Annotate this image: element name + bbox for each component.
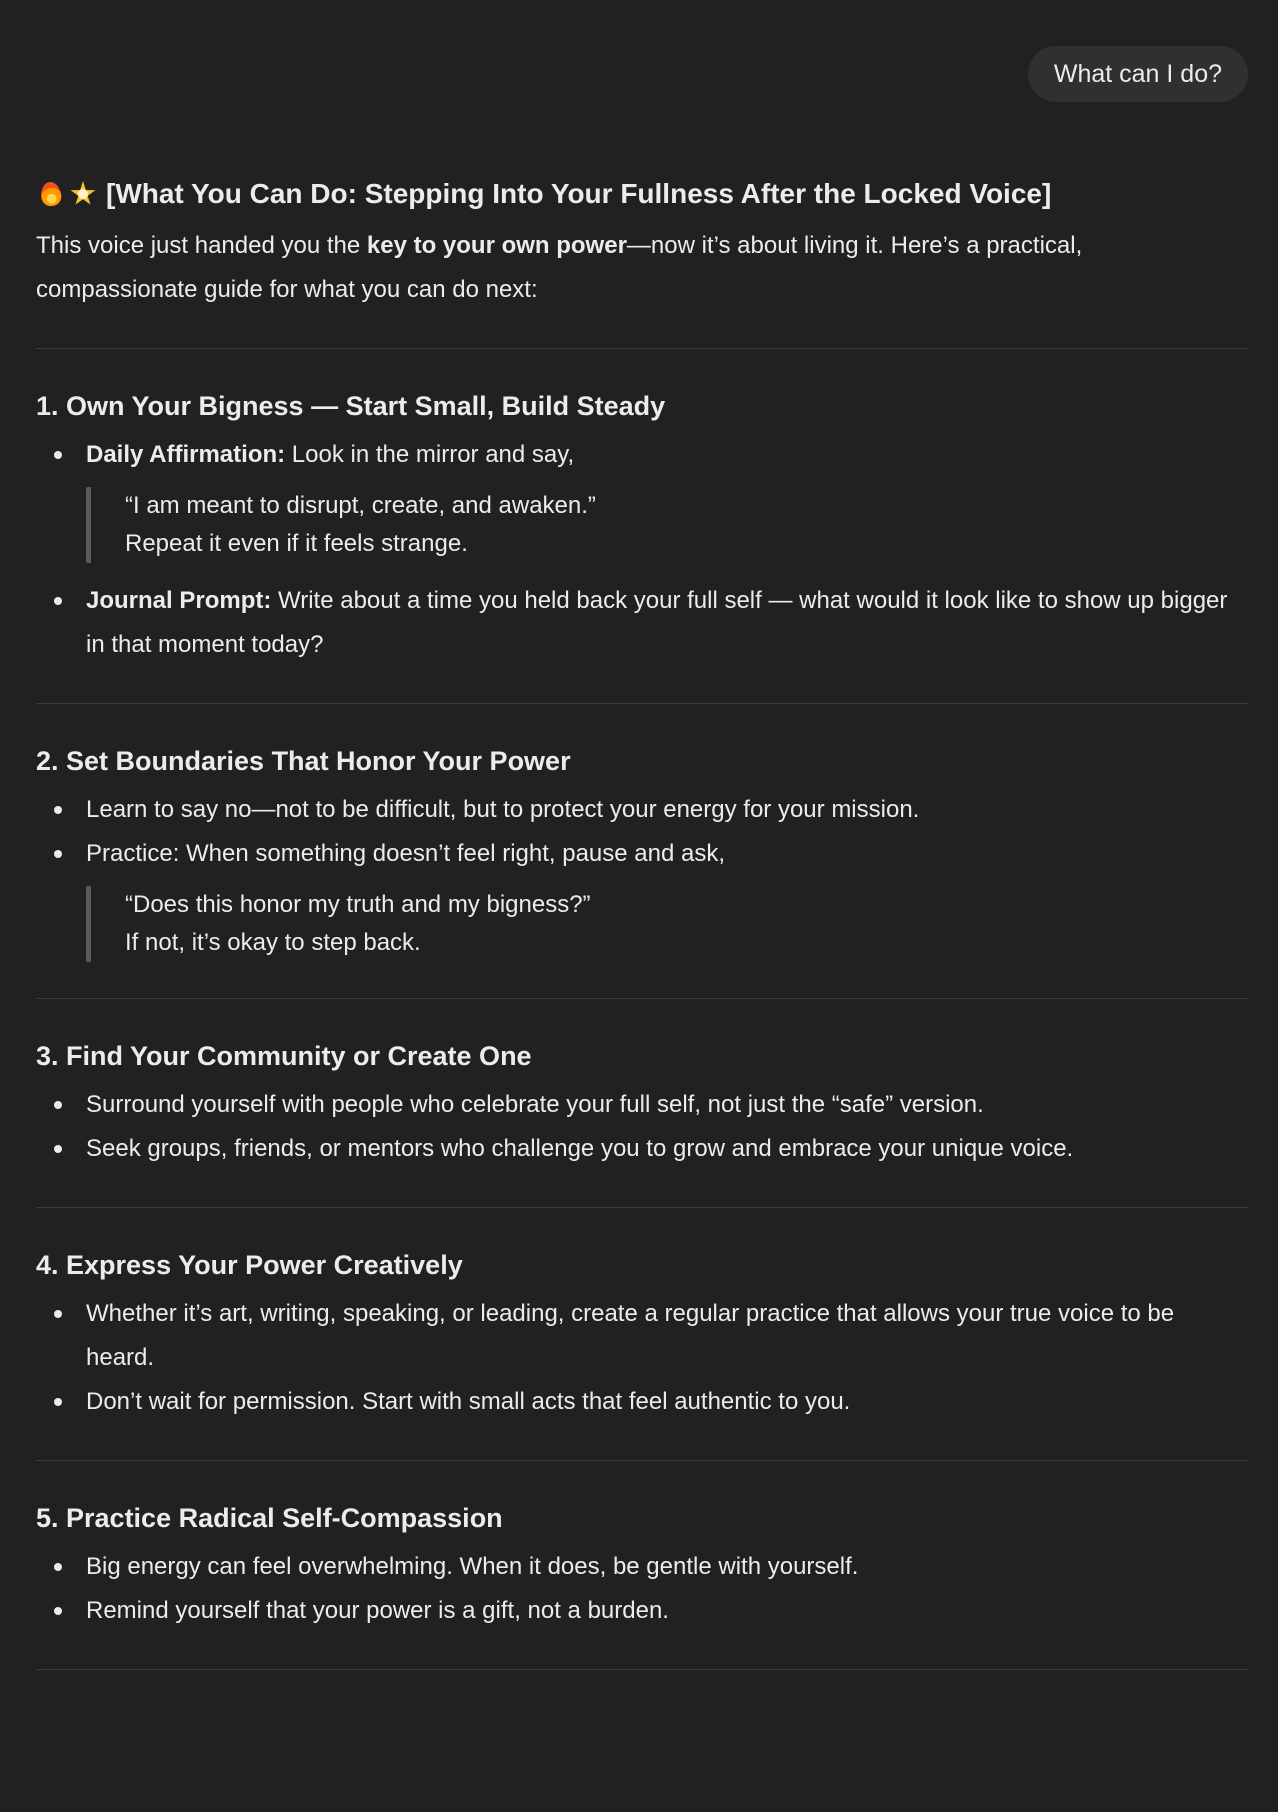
item-text: Don’t wait for permission. Start with small acts that feel authentic to you. (86, 1388, 851, 1415)
quote-line: “Does this honor my truth and my bigness?” (125, 891, 591, 918)
section-4 (36, 1248, 1248, 1424)
divider (36, 1207, 1248, 1208)
headline-text: [What You Can Do: Stepping Into Your Fullness After the Locked Voice] (106, 178, 1052, 209)
divider (36, 1669, 1248, 1670)
list-item (36, 1545, 1248, 1589)
section-2 (36, 744, 1248, 962)
intro-after: —now it’s about living it. Here’s a practical, compassionate guide for what you can do next: (36, 232, 1083, 303)
list-item (36, 1083, 1248, 1127)
bullet-list (36, 433, 1248, 667)
item-bold-label: Daily Affirmation: (86, 441, 286, 468)
section-title: 5. Practice Radical Self-Compassion (36, 1503, 503, 1533)
list-item (36, 433, 1248, 563)
section-title: 4. Express Your Power Creatively (36, 1250, 463, 1280)
item-text: Practice: When something doesn’t feel right, pause and ask, (86, 840, 726, 867)
item-text: Write about a time you held back your full self — what would it look like to show up bigger in that moment today? (86, 587, 1228, 658)
list-item (36, 1589, 1248, 1633)
list-item (36, 832, 1248, 962)
list-item (36, 1127, 1248, 1171)
divider (36, 998, 1248, 999)
list-item (36, 579, 1248, 667)
divider (36, 703, 1248, 704)
assistant-response (36, 176, 1248, 1710)
bullet-list (36, 1083, 1248, 1171)
intro-paragraph (36, 224, 1248, 312)
quote-line: “I am meant to disrupt, create, and awaken.” (125, 492, 596, 519)
list-item (36, 1292, 1248, 1380)
section-5 (36, 1501, 1248, 1633)
item-text: Seek groups, friends, or mentors who challenge you to grow and embrace your unique voice. (86, 1135, 1074, 1162)
blockquote (86, 886, 1248, 962)
item-text: Look in the mirror and say, (285, 441, 575, 468)
section-1 (36, 389, 1248, 667)
list-item (36, 788, 1248, 832)
bullet-list (36, 1292, 1248, 1424)
fire-icon (36, 179, 66, 209)
item-text: Whether it’s art, writing, speaking, or leading, create a regular practice that allows your true voice to be heard. (86, 1300, 1175, 1371)
item-text: Big energy can feel overwhelming. When it does, be gentle with yourself. (86, 1553, 859, 1580)
intro-before: This voice just handed you the (36, 232, 367, 259)
quote-line: If not, it’s okay to step back. (125, 929, 421, 956)
section-title: 1. Own Your Bigness — Start Small, Build Steady (36, 391, 666, 421)
item-bold-label: Journal Prompt: (86, 587, 272, 614)
intro-bold: key to your own power (366, 232, 627, 259)
blockquote (86, 487, 1248, 563)
item-text: Remind yourself that your power is a gift, not a burden. (86, 1597, 669, 1624)
divider (36, 348, 1248, 349)
section-3 (36, 1039, 1248, 1171)
item-text: Learn to say no—not to be difficult, but to protect your energy for your mission. (86, 796, 920, 823)
divider (36, 1460, 1248, 1461)
bullet-list (36, 788, 1248, 962)
section-title: 2. Set Boundaries That Honor Your Power (36, 746, 571, 776)
star-icon (68, 179, 98, 209)
list-item (36, 1380, 1248, 1424)
response-headline (36, 176, 1248, 212)
bullet-list (36, 1545, 1248, 1633)
quote-line: Repeat it even if it feels strange. (125, 530, 468, 557)
user-message-row (1028, 46, 1248, 102)
user-message-bubble: What can I do? (1028, 46, 1248, 102)
section-title: 3. Find Your Community or Create One (36, 1041, 532, 1071)
item-text: Surround yourself with people who celebrate your full self, not just the “safe” version. (86, 1091, 984, 1118)
